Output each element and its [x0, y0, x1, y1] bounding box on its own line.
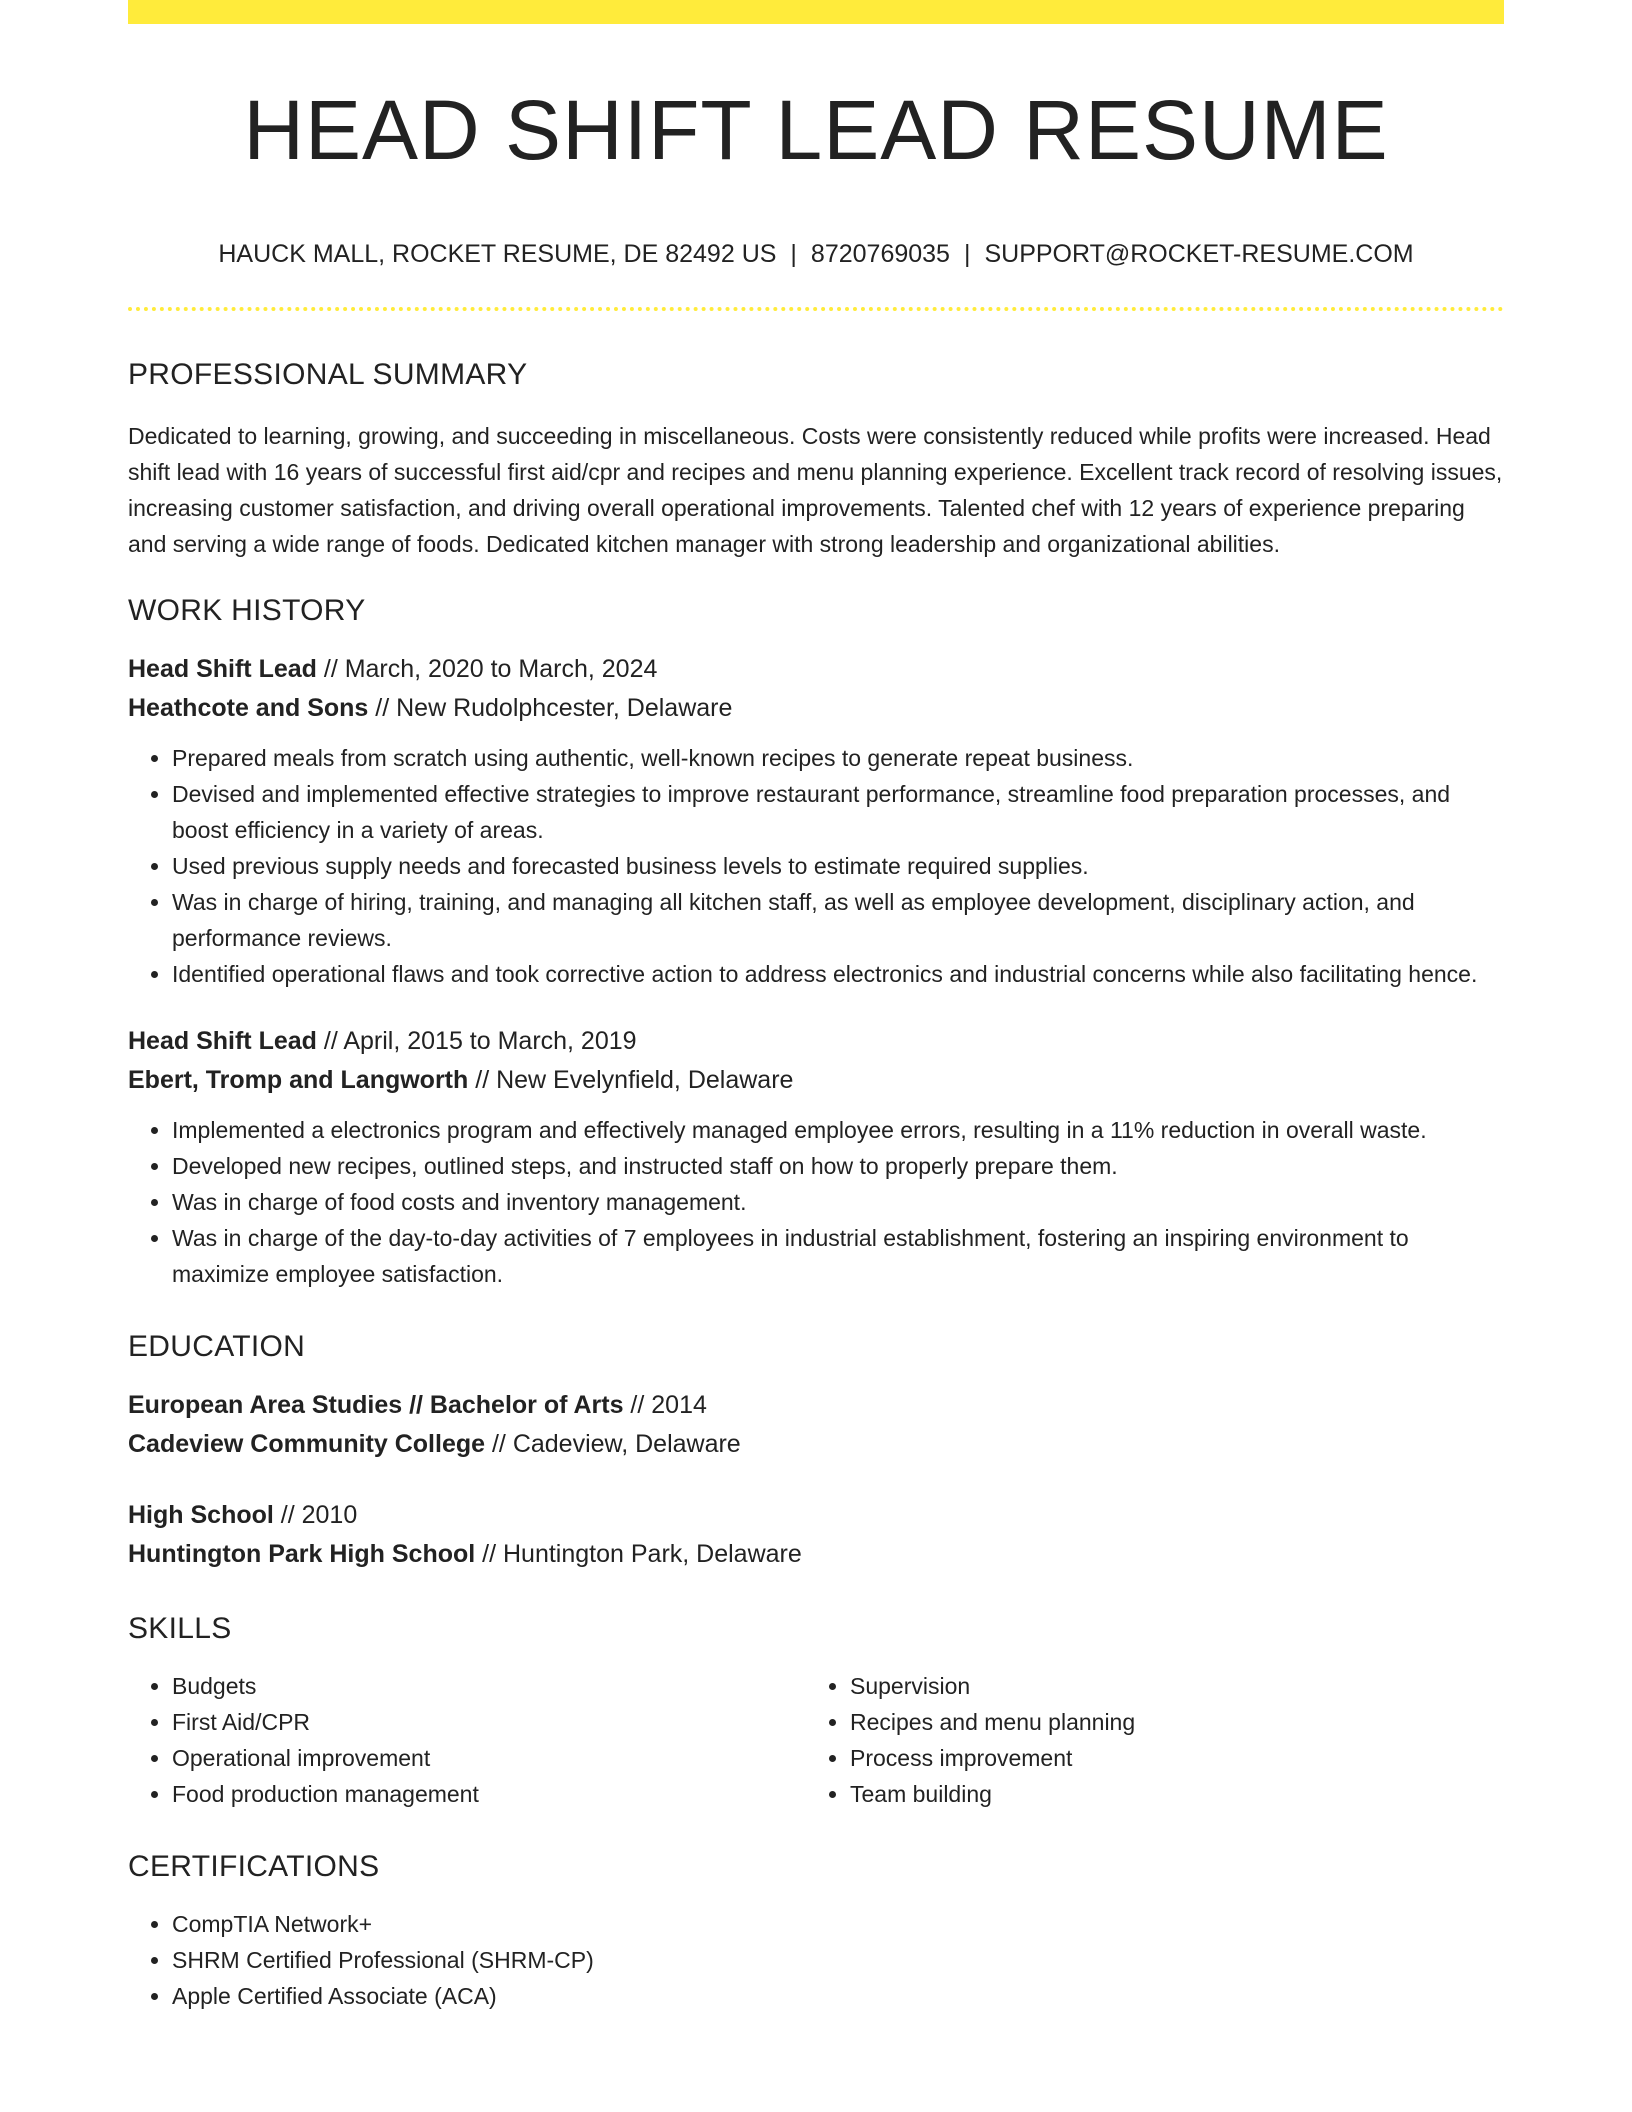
contact-separator: | [790, 240, 797, 268]
certification-item: • SHRM Certified Professional (SHRM-CP) [172, 1942, 1504, 1978]
contact-line [128, 236, 1504, 272]
job-bullet: • Identified operational flaws and took corrective action to address electronics and industrial concerns while also facilitating hence. [172, 956, 1504, 992]
education-degree: European Area Studies // Bachelor of Arts [128, 1391, 624, 1419]
education-degree-line [128, 1386, 1504, 1425]
resume-content [128, 350, 1504, 2014]
job-company: Ebert, Tromp and Langworth [128, 1066, 469, 1094]
education-degree: High School [128, 1501, 274, 1529]
job-title: Head Shift Lead [128, 1027, 317, 1055]
job-dates: // April, 2015 to March, 2019 [316, 1027, 637, 1055]
education-location: // Huntington Park, Delaware [475, 1540, 802, 1568]
certifications-section [128, 1842, 1504, 2014]
resume-title: HEAD SHIFT LEAD RESUME [243, 83, 1389, 177]
certifications-list [128, 1906, 1504, 2014]
summary-section [128, 350, 1504, 562]
job-bullet: • Prepared meals from scratch using authentic, well-known recipes to generate repeat business. [172, 740, 1504, 776]
education-section [128, 1322, 1504, 1574]
education-entry [128, 1386, 1504, 1464]
summary-text: Dedicated to learning, growing, and succeeding in miscellaneous. Costs were consistently reduced while profits were increased. Head shift lead with 16 years of successful first aid/cpr and recipes and menu planning experience. Excellent track record of resolving issues, increasing customer satisfaction, and driving overall operational improvements. Talented chef with 12 years of experience preparing and serving a wide range of foods. Dedicated kitchen manager with strong leadership and organizational abilities. [128, 423, 1503, 557]
job-bullet: • Was in charge of the day-to-day activities of 7 employees in industrial establishment, fostering an inspiring environment to maximize employee satisfaction. [172, 1220, 1504, 1292]
education-school-line [128, 1425, 1504, 1464]
certification-item: • CompTIA Network+ [172, 1906, 1504, 1942]
job-company-line [128, 689, 1504, 728]
job-bullet: • Was in charge of food costs and inventory management. [172, 1184, 1504, 1220]
job-bullet: • Developed new recipes, outlined steps, and instructed staff on how to properly prepare them. [172, 1148, 1504, 1184]
job-title: Head Shift Lead [128, 655, 317, 683]
job-entry [128, 1022, 1504, 1292]
job-bullet: • Was in charge of hiring, training, and managing all kitchen staff, as well as employee development, disciplinary action, and performance reviews. [172, 884, 1504, 956]
education-location: // Cadeview, Delaware [485, 1430, 741, 1458]
resume-page [128, 0, 1504, 2112]
contact-address: HAUCK MALL, ROCKET RESUME, DE 82492 US [218, 240, 777, 268]
skill-item: • Process improvement [850, 1740, 1484, 1776]
education-entry [128, 1496, 1504, 1574]
summary-heading: PROFESSIONAL SUMMARY [128, 358, 528, 391]
job-company: Heathcote and Sons [128, 694, 369, 722]
contact-separator: | [963, 240, 971, 268]
certification-item: • Apple Certified Associate (ACA) [172, 1978, 1504, 2014]
skill-item: • Supervision [850, 1668, 1484, 1704]
accent-bar [128, 0, 1504, 24]
contact-phone: 8720769035 [810, 240, 950, 268]
job-bullets [128, 1112, 1504, 1292]
education-heading: EDUCATION [128, 1330, 306, 1363]
skills-list-right [806, 1668, 1484, 1812]
job-location: // New Rudolphcester, Delaware [368, 694, 733, 722]
education-school-line [128, 1535, 1504, 1574]
education-year: // 2014 [623, 1391, 707, 1419]
certifications-heading: CERTIFICATIONS [128, 1850, 380, 1883]
job-bullet: • Devised and implemented effective strategies to improve restaurant performance, streamline food preparation processes, and boost efficiency in a variety of areas. [172, 776, 1504, 848]
education-degree-line [128, 1496, 1504, 1535]
job-entry [128, 650, 1504, 992]
job-title-line [128, 1022, 1504, 1061]
work-history-section [128, 586, 1504, 1292]
job-bullet: • Used previous supply needs and forecasted business levels to estimate required supplies. [172, 848, 1504, 884]
education-school: Huntington Park High School [128, 1540, 476, 1568]
skill-item: • Food production management [172, 1776, 806, 1812]
work-history-heading: WORK HISTORY [128, 594, 366, 627]
education-year: // 2010 [273, 1501, 358, 1529]
job-bullet: • Implemented a electronics program and effectively managed employee errors, resulting in a 11% reduction in overall waste. [172, 1112, 1504, 1148]
job-bullets [128, 740, 1504, 992]
skills-section [128, 1604, 1504, 1812]
job-company-line [128, 1061, 1504, 1100]
skill-item: • Operational improvement [172, 1740, 806, 1776]
skill-item: • Budgets [172, 1668, 806, 1704]
skill-item: • Recipes and menu planning [850, 1704, 1484, 1740]
job-location: // New Evelynfield, Delaware [468, 1066, 794, 1094]
job-title-line [128, 650, 1504, 689]
dotted-divider [128, 307, 1504, 311]
skills-columns [128, 1668, 1504, 1812]
job-dates: // March, 2020 to March, 2024 [316, 655, 658, 683]
skill-item: • First Aid/CPR [172, 1704, 806, 1740]
skill-item: • Team building [850, 1776, 1484, 1812]
skills-list-left [128, 1668, 806, 1812]
contact-email: SUPPORT@ROCKET-RESUME.COM [984, 240, 1414, 268]
skills-heading: SKILLS [128, 1612, 232, 1645]
education-school: Cadeview Community College [128, 1430, 486, 1458]
